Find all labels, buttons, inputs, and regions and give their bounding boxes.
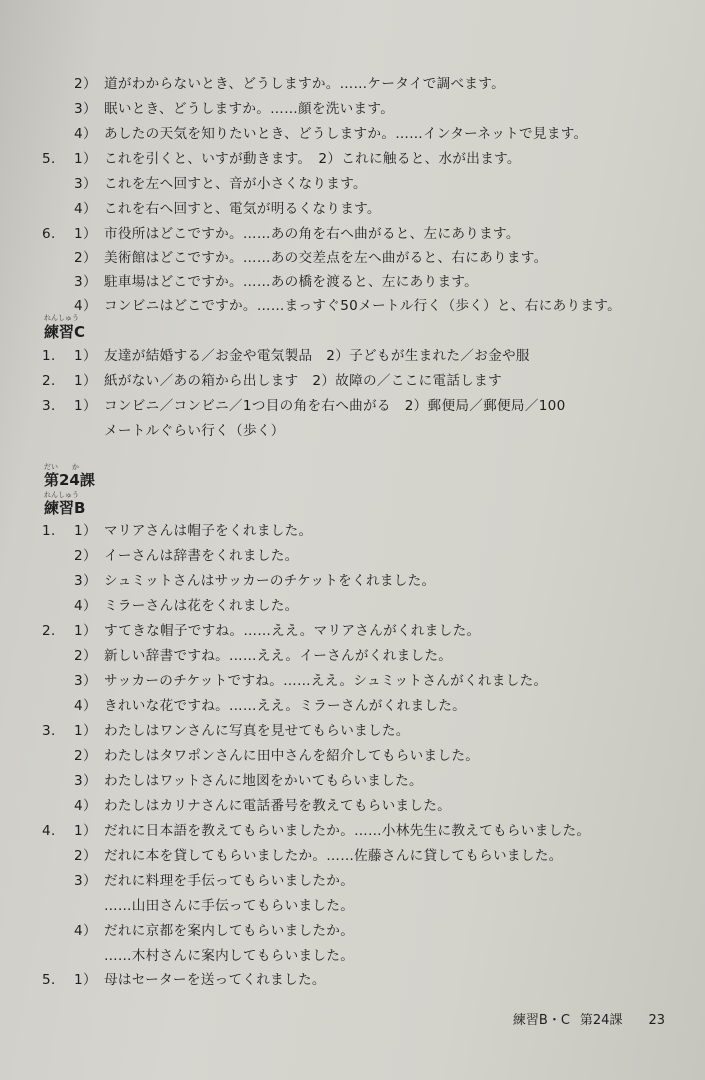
footer-lesson: 第24課 xyxy=(579,1013,623,1028)
page-footer xyxy=(503,1011,665,1031)
exercise-line: 3） シュミットさんはサッカーのチケットをくれました。 xyxy=(74,573,436,589)
exercise-line: 3） 眠いとき、どうしますか。……顔を洗います。 xyxy=(74,101,395,117)
exercise-line: 1． 1） 友達が結婚する／お金や電気製品 2）子どもが生まれた／お金や服 xyxy=(42,348,530,364)
footer-section: 練習B・C xyxy=(512,1013,570,1028)
exercise-line: 2． 1） 紙がない／あの箱から出します 2）故障の／ここに電話します xyxy=(42,373,502,389)
exercise-line: 3） 駐車場はどこですか。……あの橋を渡ると、左にあります。 xyxy=(74,274,479,290)
exercise-line: 3． 1） コンビニ／コンビニ／1つ目の角を右へ曲がる 2）郵便局／郵便局／100 xyxy=(42,398,566,414)
exercise-line: 2） 道がわからないとき、どうしますか。……ケータイで調べます。 xyxy=(74,76,506,92)
exercise-line: 2） だれに本を貸してもらいましたか。……佐藤さんに貸してもらいました。 xyxy=(74,848,563,864)
exercise-line: 4） これを右へ回すと、電気が明るくなります。 xyxy=(74,201,381,217)
exercise-line: ……木村さんに案内してもらいました。 xyxy=(104,948,355,964)
exercise-line: 4） コンビニはどこですか。……まっすぐ50メートル行く（歩く）と、右にあります。 xyxy=(74,298,621,314)
exercise-line: 2． 1） すてきな帽子ですね。……ええ。マリアさんがくれました。 xyxy=(42,623,481,639)
exercise-line: 4． 1） だれに日本語を教えてもらいましたか。……小林先生に教えてもらいました。 xyxy=(42,823,591,839)
lesson-ruby: だい か xyxy=(44,463,79,471)
page-number: 23 xyxy=(648,1013,665,1028)
exercise-line: 3） わたしはワットさんに地図をかいてもらいました。 xyxy=(74,773,423,789)
exercise-line: メートルぐらい行く（歩く） xyxy=(104,423,285,439)
heading-ruby: れんしゅう xyxy=(44,314,79,322)
exercise-line: 3） サッカーのチケットですね。……ええ。シュミットさんがくれました。 xyxy=(74,673,548,689)
exercise-line: 4） ミラーさんは花をくれました。 xyxy=(74,598,299,614)
exercise-line: 4） あしたの天気を知りたいとき、どうしますか。……インターネットで見ます。 xyxy=(74,126,588,142)
exercise-line: 2） 美術館はどこですか。……あの交差点を左へ曲がると、右にあります。 xyxy=(74,250,548,266)
section-heading: 練習B xyxy=(44,499,86,517)
exercise-line: 6． 1） 市役所はどこですか。……あの角を右へ曲がると、左にあります。 xyxy=(42,226,520,242)
exercise-line: 2） わたしはタワポンさんに田中さんを紹介してもらいました。 xyxy=(74,748,480,764)
heading-ruby: れんしゅう xyxy=(44,491,79,499)
exercise-line: 2） イーさんは辞書をくれました。 xyxy=(74,548,299,564)
exercise-line: 3） だれに料理を手伝ってもらいましたか。 xyxy=(74,873,355,889)
exercise-line: 4） わたしはカリナさんに電話番号を教えてもらいました。 xyxy=(74,798,452,814)
exercise-line: 5． 1） これを引くと、いすが動きます。 2）これに触ると、水が出ます。 xyxy=(42,151,521,167)
exercise-line: 1． 1） マリアさんは帽子をくれました。 xyxy=(42,523,313,539)
exercise-line: 2） 新しい辞書ですね。……ええ。イーさんがくれました。 xyxy=(74,648,453,664)
lesson-heading: 第24課 xyxy=(44,471,95,489)
exercise-line: 5． 1） 母はセーターを送ってくれました。 xyxy=(42,972,326,988)
exercise-line: ……山田さんに手伝ってもらいました。 xyxy=(104,898,355,914)
exercise-line: 3） これを左へ回すと、音が小さくなります。 xyxy=(74,176,367,192)
exercise-line: 4） きれいな花ですね。……ええ。ミラーさんがくれました。 xyxy=(74,698,467,714)
exercise-line: 4） だれに京都を案内してもらいましたか。 xyxy=(74,923,355,939)
exercise-line: 3． 1） わたしはワンさんに写真を見せてもらいました。 xyxy=(42,723,410,739)
section-heading: 練習C xyxy=(44,323,86,341)
